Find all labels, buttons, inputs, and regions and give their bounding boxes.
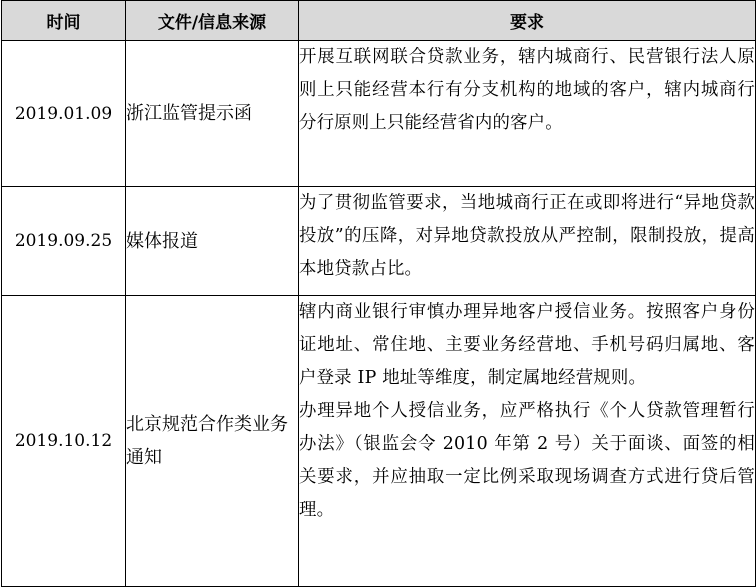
header-time: 时间 [2, 1, 126, 41]
date-cell: 2019.09.25 [2, 187, 126, 296]
policy-table [1, 0, 756, 587]
requirement-cell [299, 41, 756, 187]
requirement-cell [299, 187, 756, 296]
header-requirement: 要求 [299, 1, 756, 41]
requirement-paragraph: 开展互联网联合贷款业务，辖内城商行、民营银行法人原则上只能经营本行有分支机构的地域的客户，辖内城商行分行原则上只能经营省内的客户。 [299, 47, 755, 133]
table-row [2, 187, 756, 296]
date-cell: 2019.10.12 [2, 296, 126, 587]
source-cell: 浙江监管提示函 [126, 41, 299, 187]
table-row [2, 41, 756, 187]
requirement-paragraph: 办理异地个人授信业务，应严格执行《个人贷款管理暂行办法》（银监会令 2010 年第 2 号）关于面谈、面签的相关要求，并应抽取一定比例采取现场调查方式进行贷后管理。 [299, 401, 755, 520]
header-row [2, 1, 756, 41]
requirement-cell [299, 296, 756, 587]
date-cell: 2019.01.09 [2, 41, 126, 187]
table-row [2, 296, 756, 587]
source-cell: 媒体报道 [126, 187, 299, 296]
requirement-paragraph: 辖内商业银行审慎办理异地客户授信业务。按照客户身份证地址、常住地、主要业务经营地、手机号码归属地、客户登录 IP 地址等维度，制定属地经营规则。 [299, 302, 755, 388]
source-cell: 北京规范合作类业务通知 [126, 296, 299, 587]
requirement-paragraph: 为了贯彻监管要求，当地城商行正在或即将进行“异地贷款投放”的压降，对异地贷款投放从严控制，限制投放，提高本地贷款占比。 [299, 193, 755, 279]
header-source: 文件/信息来源 [126, 1, 299, 41]
